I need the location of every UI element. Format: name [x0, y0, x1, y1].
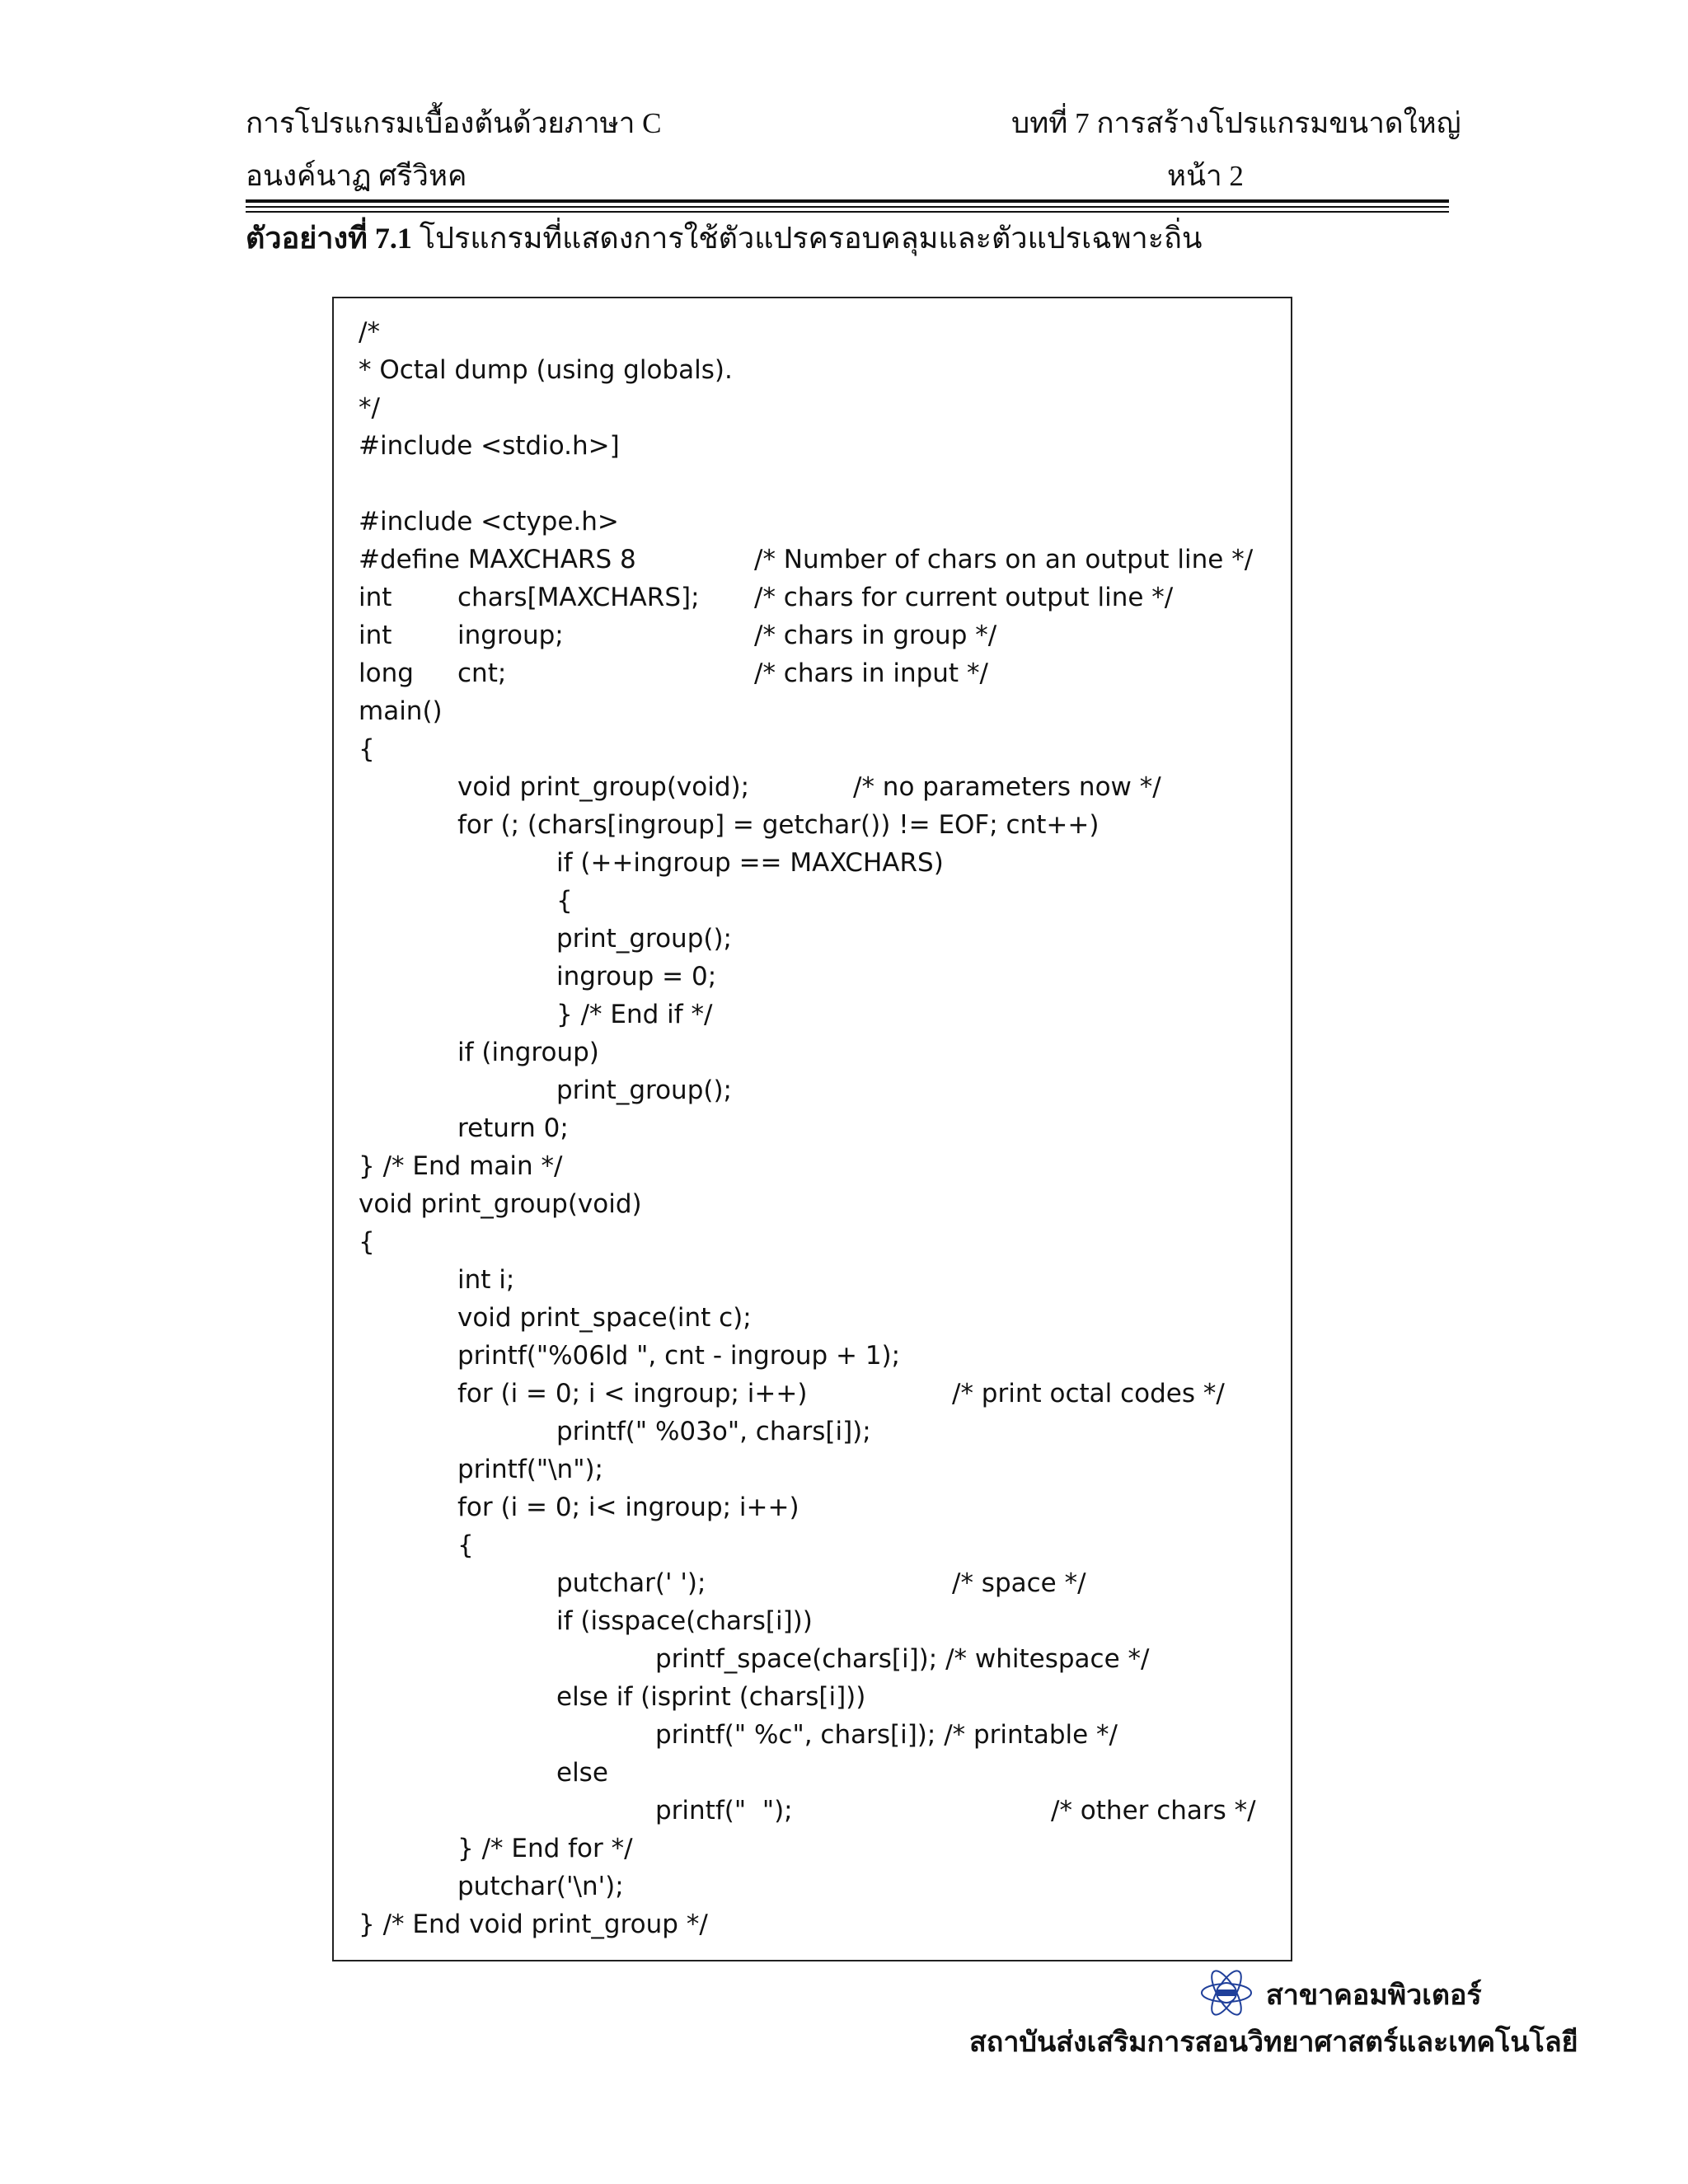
footer-institute: สถาบันส่งเสริมการสอนวิทยาศาสตร์และเทคโนโลยี — [969, 2027, 1578, 2058]
code-line — [359, 1564, 1282, 1602]
code-line — [359, 1905, 1282, 1943]
code-line — [359, 1602, 1282, 1640]
footer-department: สาขาคอมพิวเตอร์ — [1266, 1980, 1482, 2011]
code-segment: void print_group(void) — [359, 1189, 642, 1219]
code-line — [359, 882, 1282, 920]
code-segment: /* no parameters now */ — [853, 772, 1161, 802]
code-line — [359, 1147, 1282, 1185]
code-segment: main() — [359, 696, 443, 726]
header-rule — [246, 206, 1449, 208]
code-segment: } /* End if */ — [556, 1000, 713, 1029]
code-segment: } /* End main */ — [359, 1151, 563, 1181]
code-line — [359, 1830, 1282, 1868]
code-line — [359, 920, 1282, 958]
code-segment: #include <stdio.h>] — [359, 431, 620, 461]
code-line — [359, 503, 1282, 541]
code-line — [359, 1526, 1282, 1564]
code-segment: #define MAXCHARS 8 — [359, 545, 636, 574]
code-segment: /* Number of chars on an output line */ — [754, 545, 1254, 574]
code-segment: printf(" "); — [655, 1796, 793, 1825]
code-line — [359, 844, 1282, 882]
code-segment: cnt; — [457, 658, 507, 688]
code-segment: int — [359, 583, 392, 612]
code-line — [359, 1868, 1282, 1905]
code-line — [359, 1261, 1282, 1299]
code-line — [359, 1413, 1282, 1451]
code-segment: /* chars in input */ — [754, 658, 988, 688]
code-line — [359, 996, 1282, 1033]
code-segment: chars[MAXCHARS]; — [457, 583, 700, 612]
code-segment: for (i = 0; i < ingroup; i++) — [457, 1379, 808, 1408]
code-line — [359, 730, 1282, 768]
code-line — [359, 1337, 1282, 1375]
example-caption — [246, 214, 1203, 261]
code-line — [359, 768, 1282, 806]
code-line — [359, 1716, 1282, 1754]
header-page-number: หน้า 2 — [1167, 160, 1244, 192]
code-segment: ingroup = 0; — [556, 962, 717, 991]
code-segment: for (; (chars[ingroup] = getchar()) != EOF; cnt++) — [457, 810, 1100, 840]
code-segment: if (isspace(chars[i])) — [556, 1606, 813, 1636]
code-segment: } /* End for */ — [457, 1834, 633, 1863]
code-segment: if (++ingroup == MAXCHARS) — [556, 848, 944, 878]
code-segment: /* print octal codes */ — [952, 1379, 1225, 1408]
institute-logo-icon — [1199, 1966, 1254, 2020]
code-line — [359, 1792, 1282, 1830]
code-line — [359, 1033, 1282, 1071]
code-lines — [359, 313, 1282, 1943]
header-rule — [246, 211, 1449, 213]
code-line — [359, 1640, 1282, 1678]
code-segment: else if (isprint (chars[i])) — [556, 1682, 866, 1712]
header-rule — [246, 199, 1449, 203]
code-line — [359, 427, 1282, 465]
header-course-title: การโปรแกรมเบื้องต้นด้วยภาษา C — [246, 107, 662, 139]
code-listing — [332, 297, 1292, 1961]
code-segment: print_group(); — [556, 924, 733, 954]
code-line — [359, 1754, 1282, 1792]
code-line — [359, 579, 1282, 616]
code-line — [359, 1375, 1282, 1413]
code-segment: void print_space(int c); — [457, 1303, 752, 1333]
code-line — [359, 806, 1282, 844]
code-line — [359, 541, 1282, 579]
code-line — [359, 389, 1282, 427]
code-segment: { — [556, 886, 573, 916]
code-line — [359, 1451, 1282, 1488]
code-line — [359, 465, 1282, 503]
code-line — [359, 958, 1282, 996]
code-line — [359, 1678, 1282, 1716]
code-segment: int — [359, 621, 392, 650]
code-line — [359, 654, 1282, 692]
code-segment: printf_space(chars[i]); /* whitespace */ — [655, 1644, 1150, 1674]
code-segment: putchar('\n'); — [457, 1872, 624, 1901]
code-line — [359, 1185, 1282, 1223]
code-segment: print_group(); — [556, 1076, 733, 1105]
code-segment: void print_group(void); — [457, 772, 750, 802]
code-segment: return 0; — [457, 1113, 569, 1143]
code-segment: ingroup; — [457, 621, 564, 650]
code-line — [359, 1299, 1282, 1337]
code-segment: /* space */ — [952, 1568, 1086, 1598]
code-line — [359, 313, 1282, 351]
code-line — [359, 1071, 1282, 1109]
code-line — [359, 1223, 1282, 1261]
example-description: โปรแกรมที่แสดงการใช้ตัวแปรครอบคลุมและตัวแปรเฉพาะถิ่น — [419, 222, 1203, 255]
code-segment: /* — [359, 317, 380, 347]
code-segment: /* chars for current output line */ — [754, 583, 1174, 612]
code-segment: /* chars in group */ — [754, 621, 997, 650]
code-segment: printf(" %03o", chars[i]); — [556, 1417, 871, 1446]
code-line — [359, 616, 1282, 654]
code-segment: long — [359, 658, 414, 688]
header-author: อนงค์นาฏ ศรีวิหค — [246, 160, 467, 192]
code-segment: * Octal dump (using globals). — [359, 355, 733, 385]
code-segment: if (ingroup) — [457, 1038, 599, 1067]
code-segment: { — [457, 1530, 474, 1560]
code-segment: { — [359, 734, 375, 764]
code-line — [359, 692, 1282, 730]
code-segment: printf("\n"); — [457, 1455, 603, 1484]
code-segment: } /* End void print_group */ — [359, 1910, 708, 1939]
code-segment: printf(" %c", chars[i]); /* printable */ — [655, 1720, 1118, 1750]
code-segment: /* other chars */ — [1051, 1796, 1256, 1825]
example-label: ตัวอย่างที่ 7.1 — [246, 222, 412, 255]
code-line — [359, 351, 1282, 389]
code-segment: { — [359, 1227, 375, 1257]
code-segment: for (i = 0; i< ingroup; i++) — [457, 1493, 799, 1522]
code-segment: */ — [359, 393, 380, 423]
code-segment: putchar(' '); — [556, 1568, 706, 1598]
code-line — [359, 1109, 1282, 1147]
code-segment: else — [556, 1758, 608, 1788]
code-segment: #include <ctype.h> — [359, 507, 619, 537]
code-line — [359, 1488, 1282, 1526]
header-chapter-title: บทที่ 7 การสร้างโปรแกรมขนาดใหญ่ — [1011, 107, 1461, 139]
code-segment: int i; — [457, 1265, 515, 1295]
code-segment: printf("%06ld ", cnt - ingroup + 1); — [457, 1341, 901, 1371]
